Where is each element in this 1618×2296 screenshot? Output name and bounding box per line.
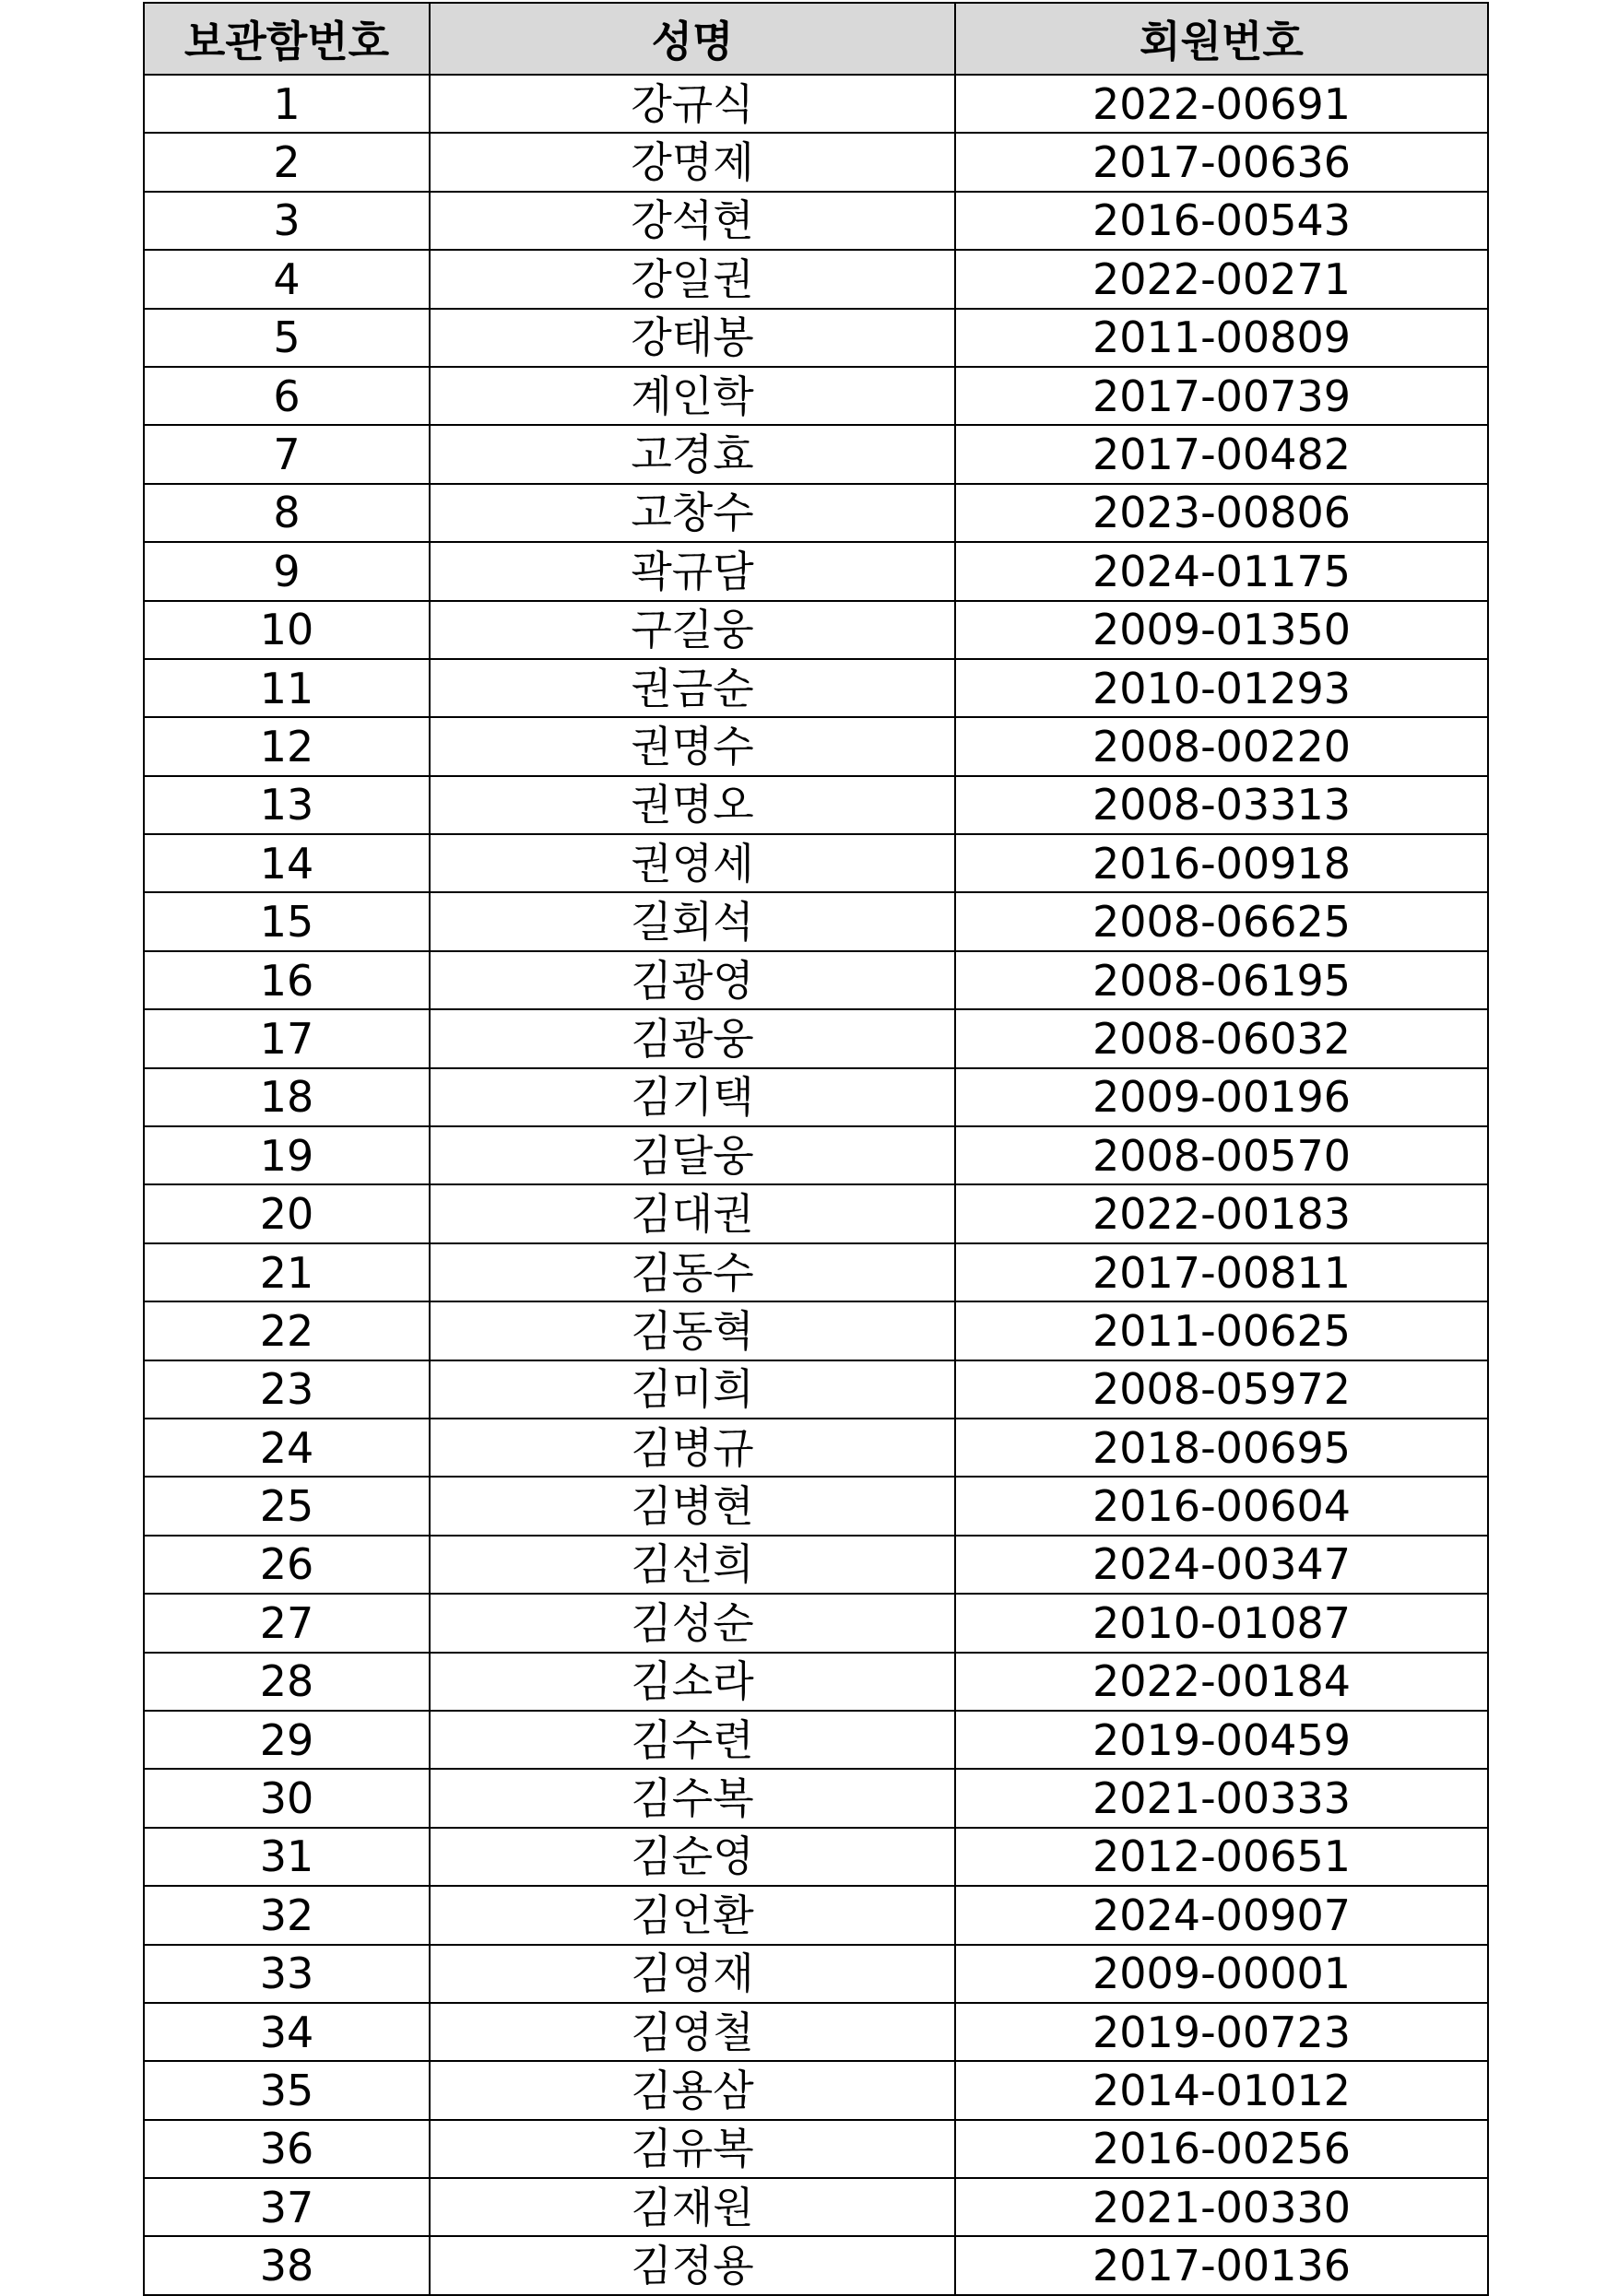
table-row bbox=[144, 717, 1488, 775]
member-number-cell: 2008-06625 bbox=[955, 892, 1488, 950]
table-row bbox=[144, 1419, 1488, 1477]
name-cell: 김달웅 bbox=[430, 1126, 955, 1184]
member-number-cell: 2022-00184 bbox=[955, 1653, 1488, 1711]
locker-number-cell: 36 bbox=[144, 2120, 430, 2178]
member-number-cell: 2022-00691 bbox=[955, 75, 1488, 133]
member-number-cell: 2016-00543 bbox=[955, 192, 1488, 250]
locker-number-cell: 13 bbox=[144, 776, 430, 834]
locker-number-cell: 23 bbox=[144, 1360, 430, 1419]
table-row bbox=[144, 75, 1488, 133]
name-cell: 강태봉 bbox=[430, 309, 955, 367]
name-cell: 김광웅 bbox=[430, 1009, 955, 1067]
locker-number-cell: 4 bbox=[144, 250, 430, 308]
table-row bbox=[144, 1886, 1488, 1944]
table-row bbox=[144, 1126, 1488, 1184]
table-row bbox=[144, 951, 1488, 1009]
table-row bbox=[144, 1769, 1488, 1827]
name-cell: 김대권 bbox=[430, 1184, 955, 1242]
member-number-cell: 2016-00256 bbox=[955, 2120, 1488, 2178]
name-cell: 김용삼 bbox=[430, 2061, 955, 2119]
member-number-cell: 2017-00136 bbox=[955, 2236, 1488, 2294]
locker-number-cell: 1 bbox=[144, 75, 430, 133]
member-number-cell: 2008-06195 bbox=[955, 951, 1488, 1009]
table-row bbox=[144, 367, 1488, 425]
table-row bbox=[144, 2178, 1488, 2236]
name-cell: 고창수 bbox=[430, 484, 955, 542]
table-row bbox=[144, 892, 1488, 950]
name-cell: 권명오 bbox=[430, 776, 955, 834]
member-number-cell: 2021-00333 bbox=[955, 1769, 1488, 1827]
name-cell: 김수복 bbox=[430, 1769, 955, 1827]
table-row bbox=[144, 1711, 1488, 1769]
name-cell: 계인학 bbox=[430, 367, 955, 425]
locker-number-cell: 7 bbox=[144, 425, 430, 483]
member-number-cell: 2017-00482 bbox=[955, 425, 1488, 483]
name-cell: 김영재 bbox=[430, 1945, 955, 2003]
table-row bbox=[144, 1945, 1488, 2003]
name-cell: 김재원 bbox=[430, 2178, 955, 2236]
header-name: 성명 bbox=[430, 3, 955, 75]
locker-number-cell: 35 bbox=[144, 2061, 430, 2119]
locker-number-cell: 12 bbox=[144, 717, 430, 775]
locker-number-cell: 11 bbox=[144, 659, 430, 717]
member-number-cell: 2019-00459 bbox=[955, 1711, 1488, 1769]
member-number-cell: 2008-00220 bbox=[955, 717, 1488, 775]
name-cell: 권명수 bbox=[430, 717, 955, 775]
table-row bbox=[144, 2236, 1488, 2294]
member-number-cell: 2011-00809 bbox=[955, 309, 1488, 367]
locker-number-cell: 26 bbox=[144, 1536, 430, 1594]
name-cell: 권영세 bbox=[430, 834, 955, 892]
locker-number-cell: 3 bbox=[144, 192, 430, 250]
name-cell: 김동혁 bbox=[430, 1301, 955, 1360]
name-cell: 김동수 bbox=[430, 1243, 955, 1301]
locker-number-cell: 32 bbox=[144, 1886, 430, 1944]
header-locker-number: 보관함번호 bbox=[144, 3, 430, 75]
name-cell: 길회석 bbox=[430, 892, 955, 950]
name-cell: 김병규 bbox=[430, 1419, 955, 1477]
member-number-cell: 2008-06032 bbox=[955, 1009, 1488, 1067]
header-row bbox=[144, 3, 1488, 75]
name-cell: 김광영 bbox=[430, 951, 955, 1009]
table-row bbox=[144, 1184, 1488, 1242]
locker-number-cell: 10 bbox=[144, 601, 430, 659]
table-row bbox=[144, 1477, 1488, 1535]
member-number-cell: 2014-01012 bbox=[955, 2061, 1488, 2119]
name-cell: 김성순 bbox=[430, 1594, 955, 1652]
member-number-cell: 2022-00183 bbox=[955, 1184, 1488, 1242]
member-number-cell: 2012-00651 bbox=[955, 1828, 1488, 1886]
locker-number-cell: 9 bbox=[144, 542, 430, 600]
member-number-cell: 2010-01293 bbox=[955, 659, 1488, 717]
member-number-cell: 2017-00636 bbox=[955, 133, 1488, 191]
table-row bbox=[144, 1068, 1488, 1126]
table-row bbox=[144, 1536, 1488, 1594]
locker-number-cell: 33 bbox=[144, 1945, 430, 2003]
name-cell: 김정용 bbox=[430, 2236, 955, 2294]
name-cell: 곽규담 bbox=[430, 542, 955, 600]
name-cell: 김병현 bbox=[430, 1477, 955, 1535]
name-cell: 김소라 bbox=[430, 1653, 955, 1711]
locker-number-cell: 20 bbox=[144, 1184, 430, 1242]
locker-number-cell: 21 bbox=[144, 1243, 430, 1301]
name-cell: 권금순 bbox=[430, 659, 955, 717]
table-row bbox=[144, 601, 1488, 659]
locker-number-cell: 24 bbox=[144, 1419, 430, 1477]
table-row bbox=[144, 1828, 1488, 1886]
locker-number-cell: 37 bbox=[144, 2178, 430, 2236]
member-number-cell: 2024-00347 bbox=[955, 1536, 1488, 1594]
member-number-cell: 2021-00330 bbox=[955, 2178, 1488, 2236]
locker-number-cell: 31 bbox=[144, 1828, 430, 1886]
name-cell: 김수련 bbox=[430, 1711, 955, 1769]
name-cell: 김언환 bbox=[430, 1886, 955, 1944]
locker-number-cell: 2 bbox=[144, 133, 430, 191]
table-row bbox=[144, 133, 1488, 191]
member-number-cell: 2018-00695 bbox=[955, 1419, 1488, 1477]
name-cell: 김순영 bbox=[430, 1828, 955, 1886]
table-row bbox=[144, 834, 1488, 892]
member-number-cell: 2019-00723 bbox=[955, 2003, 1488, 2061]
table-row bbox=[144, 309, 1488, 367]
member-number-cell: 2011-00625 bbox=[955, 1301, 1488, 1360]
table-header bbox=[144, 3, 1488, 75]
member-number-cell: 2017-00739 bbox=[955, 367, 1488, 425]
table-row bbox=[144, 2120, 1488, 2178]
locker-number-cell: 34 bbox=[144, 2003, 430, 2061]
locker-number-cell: 25 bbox=[144, 1477, 430, 1535]
name-cell: 구길웅 bbox=[430, 601, 955, 659]
locker-number-cell: 22 bbox=[144, 1301, 430, 1360]
name-cell: 강일권 bbox=[430, 250, 955, 308]
table-row bbox=[144, 250, 1488, 308]
locker-number-cell: 17 bbox=[144, 1009, 430, 1067]
name-cell: 김선희 bbox=[430, 1536, 955, 1594]
locker-number-cell: 16 bbox=[144, 951, 430, 1009]
member-number-cell: 2009-01350 bbox=[955, 601, 1488, 659]
member-number-cell: 2017-00811 bbox=[955, 1243, 1488, 1301]
locker-number-cell: 18 bbox=[144, 1068, 430, 1126]
name-cell: 강규식 bbox=[430, 75, 955, 133]
locker-number-cell: 6 bbox=[144, 367, 430, 425]
name-cell: 강석현 bbox=[430, 192, 955, 250]
table-row bbox=[144, 2061, 1488, 2119]
name-cell: 김유복 bbox=[430, 2120, 955, 2178]
locker-number-cell: 19 bbox=[144, 1126, 430, 1184]
table-row bbox=[144, 425, 1488, 483]
member-number-cell: 2009-00196 bbox=[955, 1068, 1488, 1126]
table-row bbox=[144, 484, 1488, 542]
table-row bbox=[144, 1301, 1488, 1360]
table-row bbox=[144, 1653, 1488, 1711]
locker-number-cell: 28 bbox=[144, 1653, 430, 1711]
name-cell: 고경효 bbox=[430, 425, 955, 483]
name-cell: 김영철 bbox=[430, 2003, 955, 2061]
table-row bbox=[144, 1594, 1488, 1652]
name-cell: 김미희 bbox=[430, 1360, 955, 1419]
member-number-cell: 2009-00001 bbox=[955, 1945, 1488, 2003]
member-number-cell: 2024-00907 bbox=[955, 1886, 1488, 1944]
member-number-cell: 2023-00806 bbox=[955, 484, 1488, 542]
table-row bbox=[144, 659, 1488, 717]
member-number-cell: 2016-00604 bbox=[955, 1477, 1488, 1535]
table-row bbox=[144, 2003, 1488, 2061]
table-row bbox=[144, 1360, 1488, 1419]
locker-number-cell: 30 bbox=[144, 1769, 430, 1827]
table-row bbox=[144, 1243, 1488, 1301]
table-row bbox=[144, 542, 1488, 600]
locker-number-cell: 14 bbox=[144, 834, 430, 892]
header-member-number: 회원번호 bbox=[955, 3, 1488, 75]
locker-number-cell: 38 bbox=[144, 2236, 430, 2294]
member-number-cell: 2008-03313 bbox=[955, 776, 1488, 834]
locker-number-cell: 29 bbox=[144, 1711, 430, 1769]
locker-number-cell: 27 bbox=[144, 1594, 430, 1652]
table-row bbox=[144, 776, 1488, 834]
name-cell: 강명제 bbox=[430, 133, 955, 191]
member-number-cell: 2008-05972 bbox=[955, 1360, 1488, 1419]
name-cell: 김기택 bbox=[430, 1068, 955, 1126]
member-number-cell: 2010-01087 bbox=[955, 1594, 1488, 1652]
member-number-cell: 2022-00271 bbox=[955, 250, 1488, 308]
locker-roster-table bbox=[143, 2, 1489, 2296]
member-number-cell: 2024-01175 bbox=[955, 542, 1488, 600]
locker-number-cell: 5 bbox=[144, 309, 430, 367]
member-number-cell: 2016-00918 bbox=[955, 834, 1488, 892]
table-row bbox=[144, 1009, 1488, 1067]
member-number-cell: 2008-00570 bbox=[955, 1126, 1488, 1184]
locker-number-cell: 15 bbox=[144, 892, 430, 950]
table-body bbox=[144, 75, 1488, 2295]
locker-number-cell: 8 bbox=[144, 484, 430, 542]
table-row bbox=[144, 192, 1488, 250]
